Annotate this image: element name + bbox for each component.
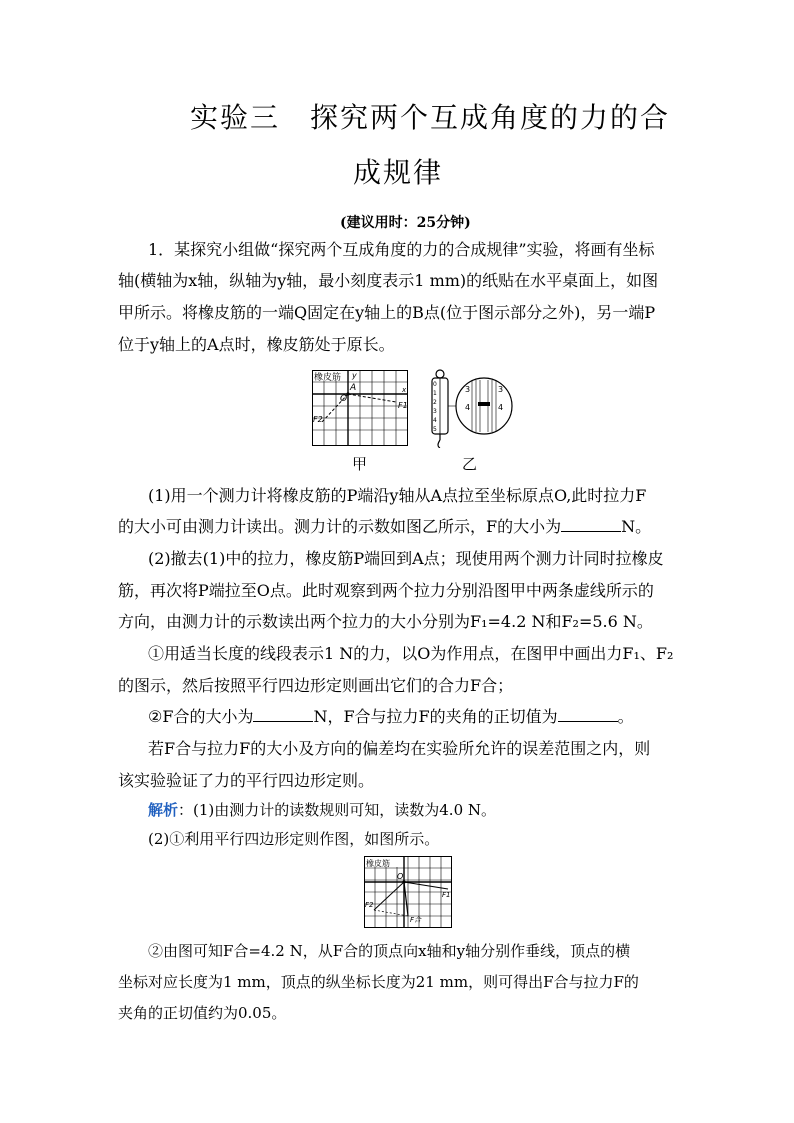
answer-blank-1[interactable] — [561, 517, 621, 532]
ans-fig-O: O — [397, 872, 404, 881]
scale-tick-5: 5 — [433, 426, 437, 433]
answer-3-2: 坐标对应长度为1 mm，顶点的纵坐标长度为21 mm，则可得出F合与拉力F的 — [118, 973, 639, 991]
answer-3-1: ②由图可知F合=4.2 N，从F合的顶点向x轴和y轴分别作垂线，顶点的横 — [148, 942, 631, 960]
fig1-F1-label: F1 — [398, 401, 408, 410]
ans-fig-label: 橡皮筋 — [366, 859, 390, 868]
answer-blank-2[interactable] — [253, 707, 313, 722]
fig1-rubber-label: 橡皮筋 — [314, 373, 342, 383]
scale-tick-4: 4 — [433, 417, 437, 424]
q1-2-sub3-1: 若F合与拉力F的大小及方向的偏差均在实验所允许的误差范围之内，则 — [148, 739, 651, 758]
mag-scale-4-right: 4 — [498, 403, 504, 412]
scale-tick-2: 2 — [433, 399, 437, 406]
q1-text-1: 1．某探究小组做“探究两个互成角度的力的合成规律”实验，将画有坐标 — [148, 240, 655, 259]
q1-2-sub2-a: ②F合的大小为 — [148, 707, 254, 726]
q1-2-text-2: 筋，再次将P端拉至O点。此时观察到两个拉力分别沿图甲中两条虚线所示的 — [118, 581, 654, 600]
ans-fig-F1: F1 — [442, 891, 451, 899]
fig1-y-label: y — [352, 371, 357, 380]
q1-2-sub1-2: 的图示，然后按照平行四边形定则画出它们的合力F合； — [118, 676, 514, 695]
fig1-F2-label: F2 — [313, 415, 323, 424]
scale-tick-3: 3 — [433, 408, 437, 415]
scale-tick-0: 0 — [433, 381, 437, 388]
q1-1-text-2b: N。 — [621, 517, 652, 536]
mag-scale-3-right: 3 — [498, 385, 504, 394]
q1-text-4: 位于y轴上的A点时，橡皮筋处于原长。 — [118, 335, 395, 354]
mag-scale-3: 3 — [465, 385, 471, 394]
figure-yi — [426, 368, 516, 448]
q1-2-sub2 — [148, 707, 634, 727]
answer-label: 解析 — [148, 801, 179, 819]
q1-text-3: 甲所示。将橡皮筋的一端Q固定在y轴上的B点(位于图示部分之外)，另一端P — [118, 303, 656, 322]
ans-fig-F2: F2 — [365, 901, 374, 909]
caption-yi: 乙 — [462, 455, 478, 473]
answer-3-3: 夹角的正切值约为0.05。 — [118, 1004, 287, 1022]
figure-answer — [364, 856, 452, 928]
q1-2-sub2-b: N，F合与拉力F的夹角的正切值为 — [313, 707, 558, 726]
q1-text-2: 轴(横轴为x轴，纵轴为y轴，最小刻度表示1 mm)的纸贴在水平桌面上，如图 — [118, 271, 659, 290]
answer-1 — [148, 800, 496, 820]
q1-1-text-2 — [118, 517, 651, 537]
caption-jia: 甲 — [352, 455, 368, 473]
suggested-time: (建议用时：25分钟) — [340, 215, 471, 231]
scale-tick-1: 1 — [433, 390, 437, 397]
page-title-line2: 成规律 — [353, 156, 444, 189]
fig1-x-label: x — [402, 386, 407, 394]
fig1-A-label: A — [350, 383, 357, 393]
fig1-O-label: O — [340, 394, 348, 404]
q1-2-text-1: (2)撤去(1)中的拉力，橡皮筋P端回到A点；现使用两个测力计同时拉橡皮 — [148, 549, 664, 568]
page-title: 实验三 探究两个互成角度的力的合 — [190, 101, 671, 134]
q1-2-sub2-c: 。 — [617, 707, 634, 726]
mag-scale-4: 4 — [465, 403, 471, 412]
ans-fig-Fhe: F合 — [410, 916, 422, 924]
q1-2-text-3: 方向，由测力计的示数读出两个拉力的大小分别为F₁=4.2 N和F₂=5.6 N。 — [118, 612, 653, 631]
figure-jia — [312, 370, 408, 446]
q1-2-sub3-2: 该实验验证了力的平行四边形定则。 — [118, 771, 375, 790]
q1-1-text-1: (1)用一个测力计将橡皮筋的P端沿y轴从A点拉至坐标原点O,此时拉力F — [148, 486, 647, 505]
answer-1-text: ：(1)由测力计的读数规则可知，读数为4.0 N。 — [178, 801, 497, 819]
q1-2-sub1-1: ①用适当长度的线段表示1 N的力，以O为作用点，在图甲中画出力F₁、F₂ — [148, 644, 674, 663]
answer-2: (2)①利用平行四边形定则作图，如图所示。 — [148, 830, 440, 848]
answer-blank-3[interactable] — [558, 707, 618, 722]
q1-1-text-2a: 的大小可由测力计读出。测力计的示数如图乙所示，F的大小为 — [118, 517, 562, 536]
